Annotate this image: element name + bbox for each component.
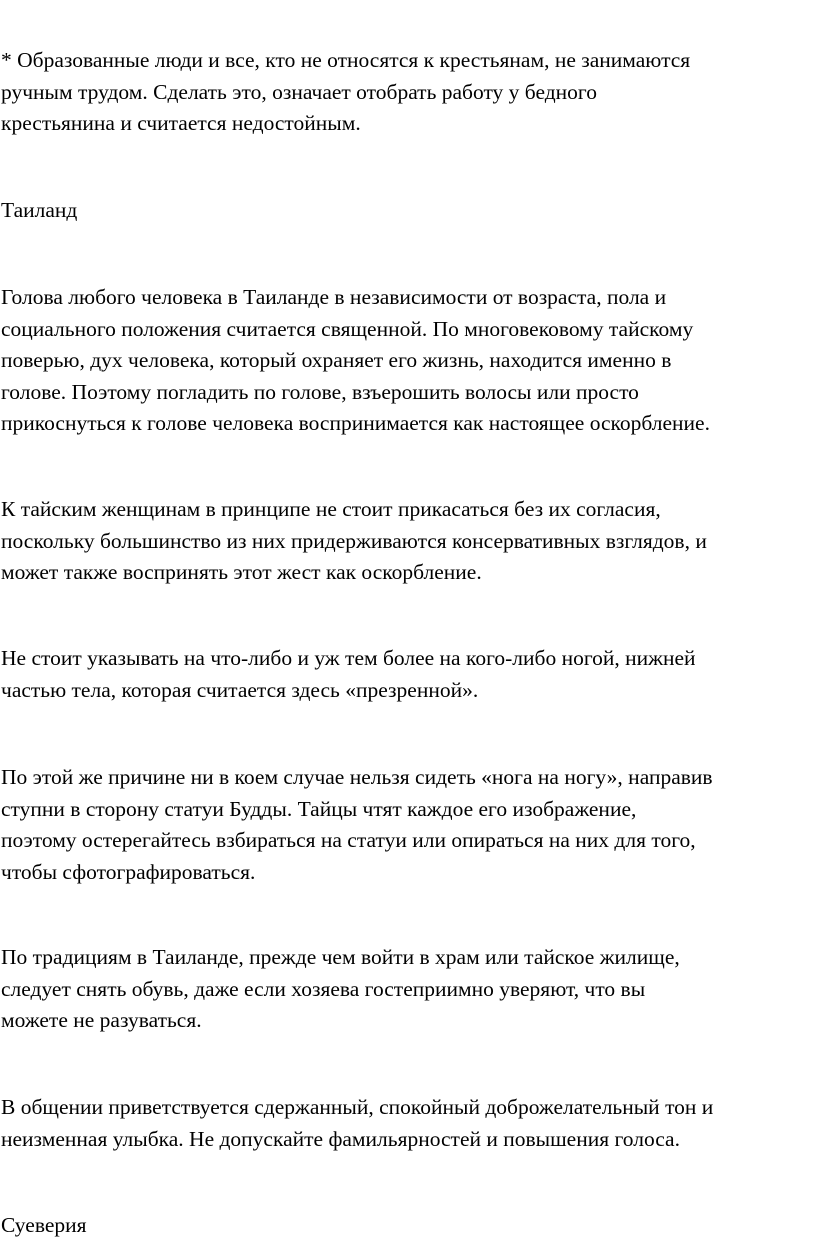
text-line: прикоснуться к голове человека воспринимается как настоящее оскорбление. [1, 411, 710, 435]
text-line: ручным трудом. Сделать это, означает отобрать работу у бедного [1, 79, 597, 104]
heading-text: Таиланд [1, 198, 78, 222]
text-line: следует снять обувь, даже если хозяева гостеприимно уверяют, что вы [1, 976, 646, 1001]
text-line: Не стоит указывать на что-либо и уж тем более на кого-либо ногой, нижней [1, 646, 696, 670]
text-line: Голова любого человека в Таиланде в независимости от возраста, пола и [1, 285, 667, 309]
text-line: ступни в сторону статуи Будды. Тайцы чтят каждое его изображение, [1, 796, 637, 821]
text-line: поскольку большинство из них придерживаются консервативных взглядов, и [1, 528, 707, 553]
text-line: может также воспринять этот жест как оскорбление. [1, 560, 482, 584]
heading-text: Суеверия [1, 1213, 87, 1237]
text-line: По традициям в Таиланде, прежде чем войти в храм или тайское жилище, [1, 945, 680, 969]
text-line: социального положения считается священной. По многовековому тайскому [1, 316, 694, 341]
text-line: По этой же причине ни в коем случае нельзя сидеть «нога на ногу», направив [1, 765, 713, 789]
paragraph-communication [1, 1092, 815, 1155]
paragraph-thai-women [1, 494, 815, 589]
text-line: голове. Поэтому погладить по голове, взъерошить волосы или просто [1, 379, 639, 404]
section-heading-superstitions [1, 1210, 815, 1242]
text-line: поверью, дух человека, который охраняет его жизнь, находится именно в [1, 348, 672, 372]
text-line: чтобы сфотографироваться. [1, 859, 256, 884]
paragraph-buddha-statue [1, 762, 815, 888]
paragraph-educated-people [1, 45, 815, 140]
paragraph-pointing-foot [1, 643, 815, 706]
paragraph-remove-shoes [1, 942, 815, 1037]
text-line: частью тела, которая считается здесь «презренной». [1, 677, 479, 702]
text-line: * Образованные люди и все, кто не относятся к крестьянам, не занимаются [1, 48, 691, 72]
text-line: можете не разуваться. [1, 1008, 202, 1032]
paragraph-head-sacred [1, 282, 815, 440]
section-heading-thailand [1, 195, 815, 227]
text-line: В общении приветствуется сдержанный, спокойный доброжелательный тон и [1, 1095, 714, 1119]
text-line: неизменная улыбка. Не допускайте фамильярностей и повышения голоса. [1, 1126, 680, 1151]
text-line: крестьянина и считается недостойным. [1, 111, 361, 135]
text-line: поэтому остерегайтесь взбираться на статуи или опираться на них для того, [1, 828, 696, 852]
text-line: К тайским женщинам в принципе не стоит прикасаться без их согласия, [1, 497, 661, 521]
